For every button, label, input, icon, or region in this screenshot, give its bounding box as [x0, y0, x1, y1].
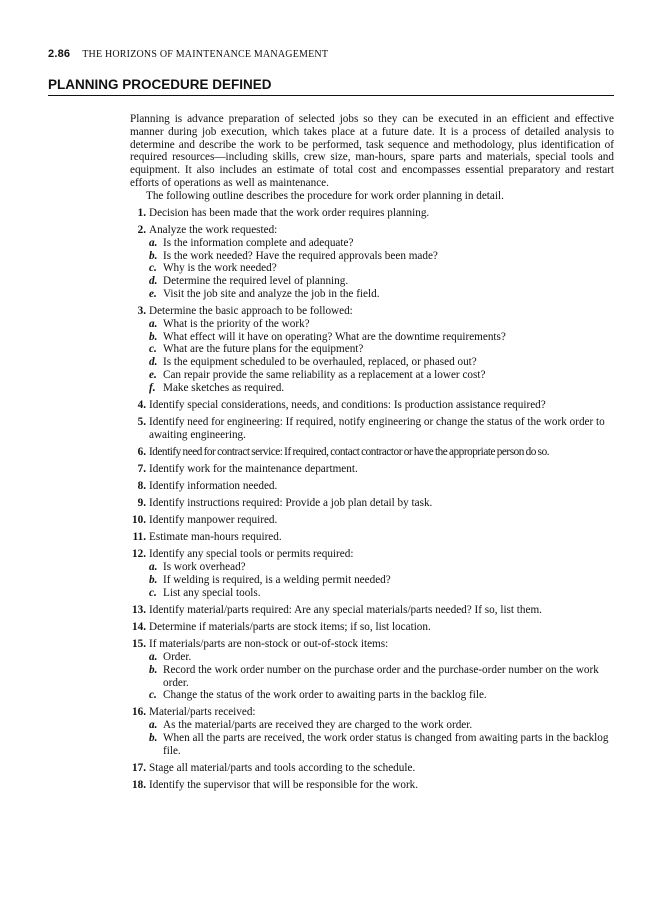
sub-step-letter: d. [149, 275, 158, 288]
step-text: Identify work for the maintenance department. [149, 463, 358, 475]
step-number: 16. [132, 706, 146, 719]
sub-step-letter: f. [149, 381, 156, 394]
sub-step-text: When all the parts are received, the work order status is changed from awaiting parts in the backlog file. [163, 732, 609, 757]
page-number: 2.86 [48, 48, 71, 60]
procedure-step [130, 305, 614, 395]
sub-step [149, 587, 614, 600]
step-text: Decision has been made that the work order requires planning. [149, 206, 430, 219]
sub-step-text: Is work overhead? [163, 561, 246, 574]
sub-step-letter: c. [149, 689, 157, 702]
step-number: 7. [137, 463, 146, 475]
procedure-step [130, 446, 614, 459]
step-text: Identify need for engineering: If required, notify engineering or change the status of the work order to awaiting engineering. [149, 416, 605, 441]
step-number: 6. [137, 445, 146, 458]
sub-step [149, 331, 614, 344]
sub-step-letter: c. [149, 262, 157, 275]
step-number: 12. [132, 548, 146, 561]
sub-step-list [149, 237, 614, 301]
sub-step-text: Record the work order number on the purchase order and the purchase-order number on the work order. [163, 663, 599, 689]
sub-step-text: Order. [163, 650, 192, 663]
running-title: THE HORIZONS OF MAINTENANCE MANAGEMENT [82, 49, 329, 60]
step-text: Analyze the work requested: [149, 223, 278, 236]
sub-step-text: Why is the work needed? [163, 262, 277, 275]
procedure-step [130, 463, 614, 476]
step-number: 10. [132, 514, 146, 527]
body-text [130, 113, 614, 792]
sub-step-text: As the material/parts are received they are charged to the work order. [163, 719, 473, 732]
sub-step-list [149, 651, 614, 702]
sub-step-list [149, 719, 614, 757]
step-text: Material/parts received: [149, 706, 256, 719]
sub-step-letter: b. [149, 249, 158, 262]
step-number: 15. [132, 638, 146, 651]
sub-step-letter: b. [149, 732, 158, 745]
section-title: PLANNING PROCEDURE DEFINED [48, 77, 614, 96]
running-head [48, 48, 328, 60]
step-number: 11. [132, 531, 146, 544]
sub-step-text: Change the status of the work order to awaiting parts in the backlog file. [163, 689, 487, 702]
procedure-step [130, 621, 614, 634]
procedure-step [130, 762, 614, 775]
step-number: 4. [137, 398, 146, 411]
sub-step-text: Can repair provide the same reliability as a replacement at a lower cost? [163, 369, 486, 382]
sub-step-letter: d. [149, 356, 158, 369]
step-text: If materials/parts are non-stock or out-of-stock items: [149, 638, 389, 651]
procedure-step [130, 224, 614, 301]
sub-step-letter: b. [149, 330, 158, 343]
procedure-step [130, 638, 614, 702]
step-text: Identify special considerations, needs, and conditions: Is production assistance required? [149, 398, 546, 411]
sub-step [149, 356, 614, 369]
step-text: Identify instructions required: Provide a job plan detail by task. [149, 497, 433, 510]
sub-step-text: List any special tools. [163, 586, 261, 599]
sub-step [149, 574, 614, 587]
step-text: Identify the supervisor that will be responsible for the work. [149, 779, 419, 791]
procedure-step [130, 497, 614, 510]
step-text: Identify manpower required. [149, 514, 278, 527]
sub-step-text: Visit the job site and analyze the job in the field. [163, 287, 380, 300]
sub-step [149, 561, 614, 574]
sub-step-letter: c. [149, 343, 157, 356]
lead-paragraph: The following outline describes the procedure for work order planning in detail. [146, 189, 504, 202]
procedure-step [130, 706, 614, 757]
sub-step-text: Is the work needed? Have the required approvals been made? [163, 249, 438, 262]
sub-step [149, 732, 614, 758]
sub-step-text: What effect will it have on operating? What are the downtime requirements? [163, 330, 506, 343]
sub-step-text: Is the information complete and adequate? [163, 236, 354, 249]
sub-step [149, 262, 614, 275]
sub-step-list [149, 561, 614, 599]
step-number: 3. [137, 305, 146, 318]
sub-step-letter: a. [149, 317, 158, 330]
sub-step-letter: e. [149, 369, 157, 382]
sub-step-letter: a. [149, 650, 158, 663]
procedure-step [130, 779, 614, 792]
step-text: Determine if materials/parts are stock items; if so, list location. [149, 621, 431, 634]
step-number: 13. [132, 603, 146, 616]
procedure-step [130, 399, 614, 412]
procedure-step [130, 480, 614, 493]
procedure-step [130, 207, 614, 220]
step-number: 9. [137, 497, 146, 510]
sub-step-letter: b. [149, 574, 158, 587]
step-text: Identify information needed. [149, 480, 278, 493]
sub-step [149, 664, 614, 690]
sub-step-text: Is the equipment scheduled to be overhauled, replaced, or phased out? [163, 356, 477, 369]
procedure-step [130, 416, 614, 442]
sub-step [149, 250, 614, 263]
sub-step [149, 318, 614, 331]
procedure-step [130, 604, 614, 617]
sub-step [149, 237, 614, 250]
procedure-steps [130, 207, 614, 792]
sub-step-text: If welding is required, is a welding permit needed? [163, 574, 391, 587]
sub-step [149, 288, 614, 301]
step-number: 5. [137, 416, 146, 429]
step-number: 17. [132, 761, 146, 774]
step-number: 2. [137, 223, 146, 236]
sub-step [149, 382, 614, 395]
step-text: Estimate man-hours required. [149, 531, 282, 544]
sub-step-text: Determine the required level of planning. [163, 275, 349, 288]
procedure-step [130, 514, 614, 527]
sub-step-letter: b. [149, 663, 158, 676]
sub-step-letter: a. [149, 719, 158, 732]
step-text: Identify material/parts required: Are any special materials/parts needed? If so, list them. [149, 603, 542, 616]
procedure-step [130, 548, 614, 599]
sub-step [149, 651, 614, 664]
step-text: Identify any special tools or permits required: [149, 548, 354, 561]
sub-step-letter: e. [149, 287, 157, 300]
step-text: Determine the basic approach to be followed: [149, 305, 353, 318]
step-text: Stage all material/parts and tools according to the schedule. [149, 761, 416, 774]
procedure-step [130, 531, 614, 544]
sub-step-text: What are the future plans for the equipment? [163, 343, 364, 356]
step-number: 14. [132, 621, 146, 634]
sub-step-text: What is the priority of the work? [163, 317, 310, 330]
sub-step-list [149, 318, 614, 395]
intro-paragraph: Planning is advance preparation of selected jobs so they can be executed in an efficient and effective manner during job execution, which takes place at a future date. It is a process of detailed analysis to determine and describe the work to be performed, task sequence and methodology, plus identification of required resources—including skills, crew size, man-hours, spare parts and materials, special tools and equipment. It also includes an estimate of total cost and encompasses essential preparatory and restart efforts of operations as well as maintenance. [130, 113, 614, 189]
sub-step [149, 719, 614, 732]
sub-step [149, 343, 614, 356]
sub-step-letter: a. [149, 236, 158, 249]
sub-step-letter: a. [149, 561, 158, 574]
step-number: 18. [132, 779, 146, 791]
step-text: Identify need for contract service: If required, contact contractor or have the appropriate person do so. [149, 445, 550, 458]
sub-step [149, 689, 614, 702]
sub-step [149, 275, 614, 288]
step-number: 1. [137, 206, 146, 219]
step-number: 8. [137, 480, 146, 493]
sub-step-letter: c. [149, 586, 157, 599]
sub-step-text: Make sketches as required. [163, 381, 285, 394]
sub-step [149, 369, 614, 382]
